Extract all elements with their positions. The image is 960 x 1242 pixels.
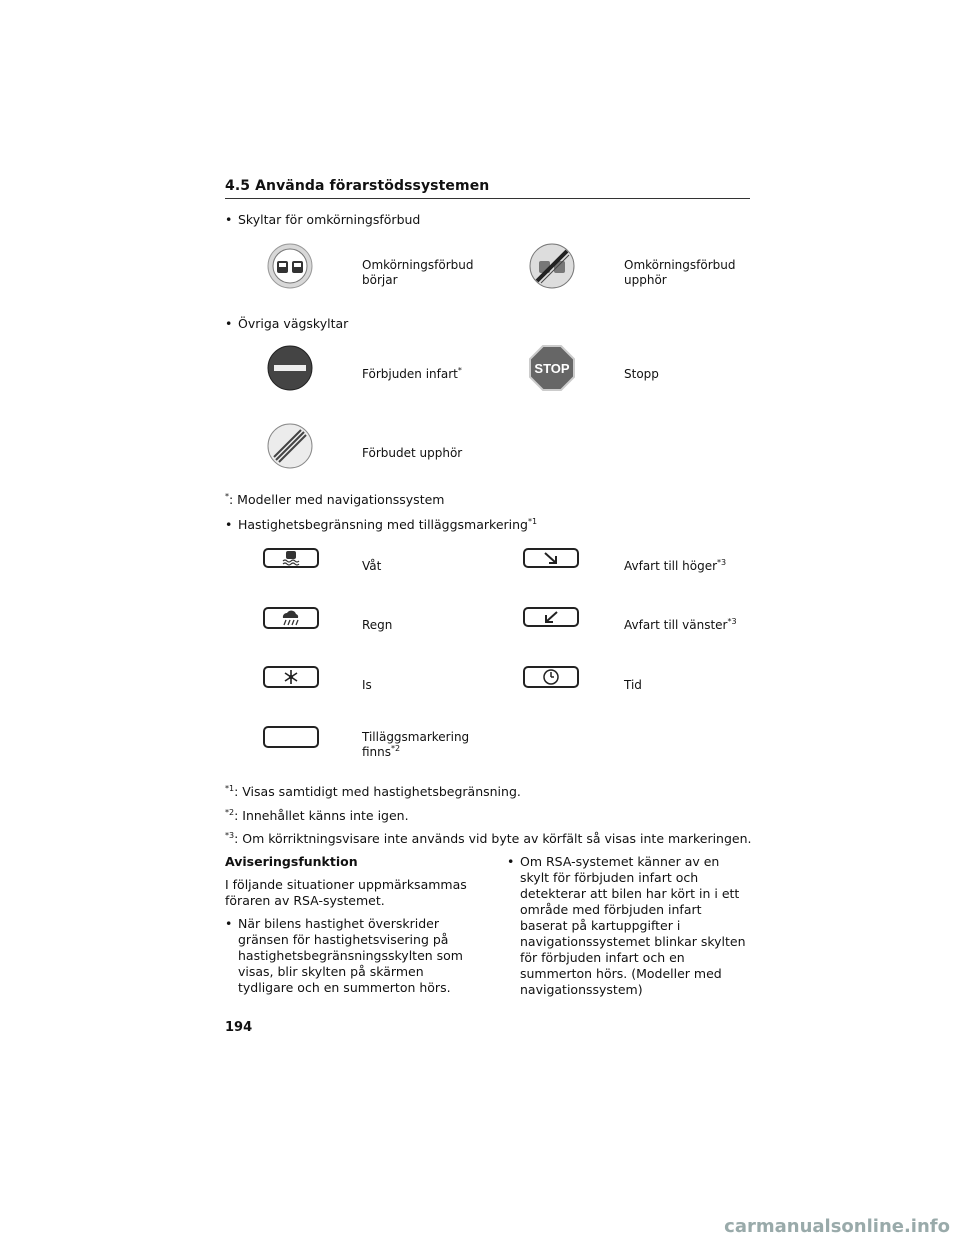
plate-label-wet: Våt xyxy=(362,559,382,573)
sign-label-stop: Stopp xyxy=(624,367,659,381)
sign-label-overtaking-start: Omkörningsförbud börjar xyxy=(362,258,474,287)
time-plate-icon xyxy=(523,666,579,688)
wet-plate-icon xyxy=(263,548,319,568)
exit-left-plate-icon xyxy=(523,607,579,627)
plate-label-rain: Regn xyxy=(362,618,393,632)
bullet-speed-limit: • Hastighetsbegränsning med tilläggsmarkering$^{*1}$ xyxy=(238,517,537,533)
warning-intro: I följande situationer uppmärksammas föraren av RSA-systemet. xyxy=(225,877,467,908)
section-divider xyxy=(225,198,750,199)
section-title: 4.5 Använda förarstödssystemen xyxy=(225,178,490,194)
bullet-other-signs: • Övriga vägskyltar xyxy=(238,316,348,332)
warning-bullet-1: • När bilens hastighet överskrider gränsen för hastighetsvisering på hastighetsbegränsningsskylten som visas, blir skylten på skärmen tydligare och en summerton hörs. xyxy=(238,916,470,996)
no-entry-sign-icon xyxy=(267,345,313,395)
stop-sign-text: STOP xyxy=(534,361,570,376)
note-navigation: *: Modeller med navigationssystem xyxy=(225,491,445,507)
warning-heading: Aviseringsfunktion xyxy=(225,854,358,869)
ice-plate-icon xyxy=(263,666,319,688)
plate-label-exists: Tilläggsmarkering finns$^{*2}$ xyxy=(362,730,470,759)
end-no-overtaking-sign-icon xyxy=(529,243,575,293)
plate-label-ice: Is xyxy=(362,678,372,692)
plate-label-exit-left: Avfart till vänster$^{*3}$ xyxy=(624,617,737,632)
no-overtaking-sign-icon xyxy=(267,243,313,293)
empty-plate-icon xyxy=(263,726,319,748)
exit-right-plate-icon xyxy=(523,548,579,568)
sign-label-end-prohibition: Förbudet upphör xyxy=(362,446,463,460)
watermark: carmanualsonline.info xyxy=(724,1216,950,1237)
footnote-2: $^{*2}$: Innehållet känns inte igen. xyxy=(225,807,409,823)
end-prohibition-sign-icon xyxy=(267,423,313,473)
bullet-overtaking: • Skyltar för omkörningsförbud xyxy=(238,212,420,228)
plate-label-exit-right: Avfart till höger$^{*3}$ xyxy=(624,558,727,573)
footnote-1: $^{*1}$: Visas samtidigt med hastighetsbegränsning. xyxy=(225,783,521,799)
sign-label-no-entry: Förbjuden infart* xyxy=(362,366,462,381)
stop-sign-icon xyxy=(529,345,575,395)
plate-label-time: Tid xyxy=(624,678,642,692)
footnote-3: $^{*3}$: Om körriktningsvisare inte används vid byte av körfält så visas inte markeringen. xyxy=(225,830,752,846)
sign-label-overtaking-end: Omkörningsförbud upphör xyxy=(624,258,736,287)
page-number: 194 xyxy=(225,1020,253,1035)
rain-plate-icon xyxy=(263,607,319,629)
warning-bullet-2: • Om RSA-systemet känner av en skylt för förbjuden infart och detekterar att bilen har kört in i ett område med förbjuden infart baserat på kartuppgifter i navigationssystemet blinkar skylten för förbjuden infart och en summerton hörs. (Modeller med navigationssystem) xyxy=(520,854,750,998)
